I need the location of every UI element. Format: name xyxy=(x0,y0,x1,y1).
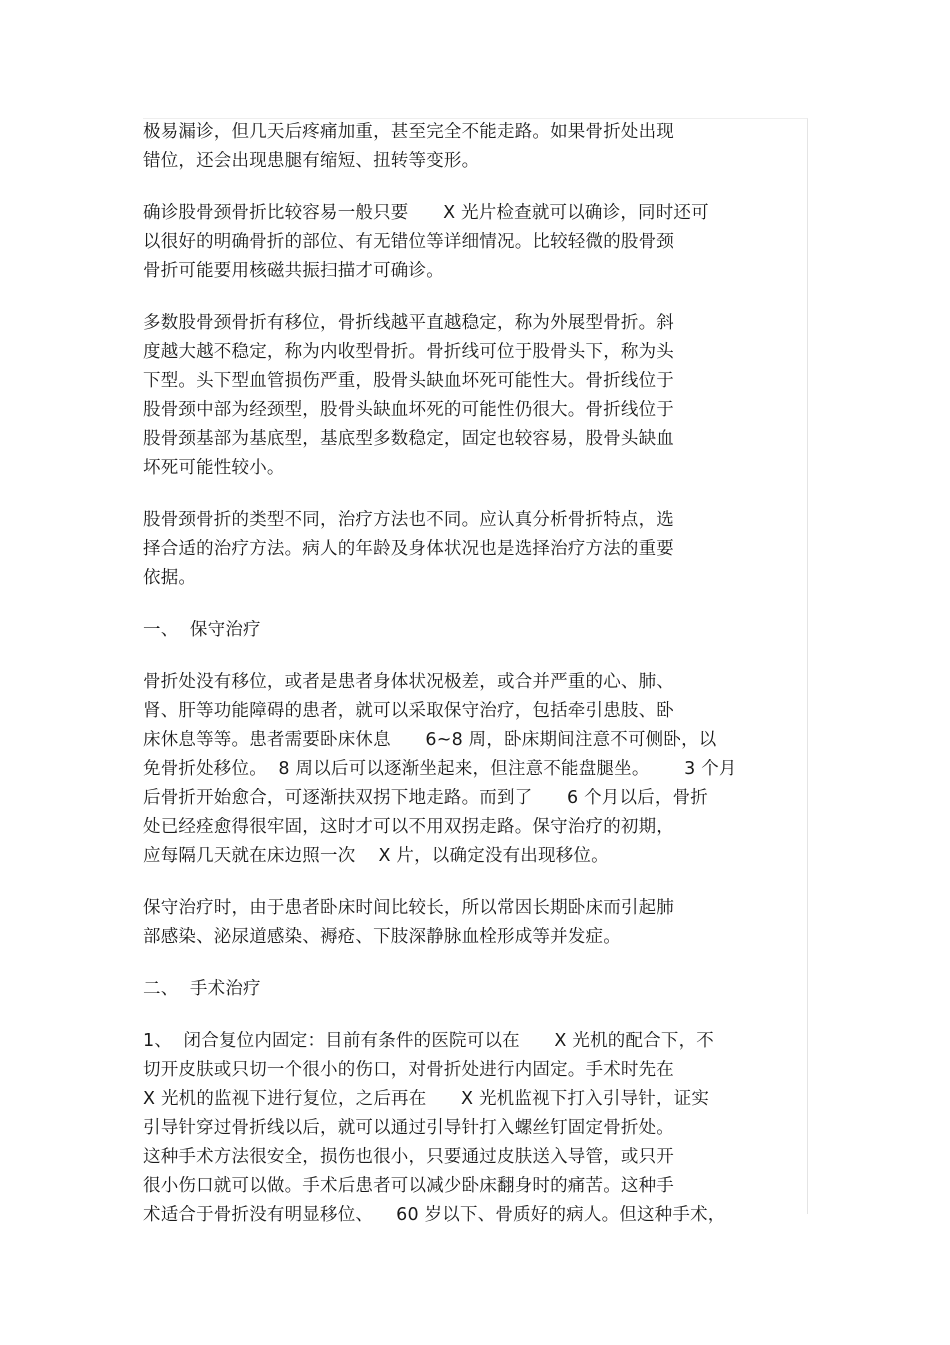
text-line: 应每隔几天就在床边照一次 X 片，以确定没有出现移位。 xyxy=(143,846,609,866)
text-line: X 光机的监视下进行复位，之后再在 X 光机监视下打入引导针，证实 xyxy=(143,1089,710,1109)
text-line: 坏死可能性较小。 xyxy=(143,458,285,478)
text-line: 依据。 xyxy=(143,568,197,588)
text-line: 部感染、泌尿道感染、褥疮、下肢深静脉血栓形成等并发症。 xyxy=(143,927,621,947)
paragraph-intro-tail xyxy=(143,118,813,176)
text-line: 下型。头下型血管损伤严重，股骨头缺血坏死可能性大。骨折线位于 xyxy=(143,371,674,391)
paragraph-surgery-detail xyxy=(143,1027,813,1230)
text-line: 股骨颈骨折的类型不同，治疗方法也不同。应认真分析骨折特点，选 xyxy=(143,510,674,530)
text-line: 1、 闭合复位内固定：目前有条件的医院可以在 X 光机的配合下，不 xyxy=(143,1031,714,1051)
section-heading-heading-surgery xyxy=(143,975,813,1004)
text-line: 骨折可能要用核磁共振扫描才可确诊。 xyxy=(143,261,444,281)
text-line: 以很好的明确骨折的部位、有无错位等详细情况。比较轻微的股骨颈 xyxy=(143,232,674,252)
text-line: 多数股骨颈骨折有移位，骨折线越平直越稳定，称为外展型骨折。斜 xyxy=(143,313,674,333)
paragraph-conservative-complications xyxy=(143,894,813,952)
text-line: 二、 手术治疗 xyxy=(143,979,261,999)
text-line: 股骨颈基部为基底型，基底型多数稳定，固定也较容易，股骨头缺血 xyxy=(143,429,674,449)
paragraph-conservative-detail xyxy=(143,668,813,871)
section-heading-heading-conservative xyxy=(143,616,813,645)
text-line: 度越大越不稳定，称为内收型骨折。骨折线可位于股骨头下，称为头 xyxy=(143,342,674,362)
text-line: 极易漏诊，但几天后疼痛加重，甚至完全不能走路。如果骨折处出现 xyxy=(143,122,674,142)
text-line: 这种手术方法很安全，损伤也很小，只要通过皮肤送入导管，或只开 xyxy=(143,1147,674,1167)
text-line: 术适合于骨折没有明显移位、 60 岁以下、骨质好的病人。但这种手术， xyxy=(143,1205,726,1225)
text-line: 很小伤口就可以做。手术后患者可以减少卧床翻身时的痛苦。这种手 xyxy=(143,1176,674,1196)
text-line: 确诊股骨颈骨折比较容易一般只要 X 光片检查就可以确诊，同时还可 xyxy=(143,203,709,223)
text-line: 保守治疗时，由于患者卧床时间比较长，所以常因长期卧床而引起肺 xyxy=(143,898,674,918)
paragraph-classification xyxy=(143,309,813,483)
text-line: 肾、肝等功能障碍的患者，就可以采取保守治疗，包括牵引患肢、卧 xyxy=(143,701,674,721)
text-line: 后骨折开始愈合，可逐渐扶双拐下地走路。而到了 6 个月以后，骨折 xyxy=(143,788,708,808)
document-body xyxy=(143,118,813,1253)
text-line: 一、 保守治疗 xyxy=(143,620,261,640)
paragraph-diagnosis xyxy=(143,199,813,286)
text-line: 引导针穿过骨折线以后，就可以通过引导针打入螺丝钉固定骨折处。 xyxy=(143,1118,674,1138)
text-line: 免骨折处移位。 8 周以后可以逐渐坐起来，但注意不能盘腿坐。 3 个月 xyxy=(143,759,737,779)
text-line: 切开皮肤或只切一个很小的伤口，对骨折处进行内固定。手术时先在 xyxy=(143,1060,674,1080)
text-line: 床休息等等。患者需要卧床休息 6~8 周，卧床期间注意不可侧卧，以 xyxy=(143,730,717,750)
text-line: 处已经痊愈得很牢固，这时才可以不用双拐走路。保守治疗的初期， xyxy=(143,817,674,837)
paragraph-treatment-choice xyxy=(143,506,813,593)
text-line: 择合适的治疗方法。病人的年龄及身体状况也是选择治疗方法的重要 xyxy=(143,539,674,559)
text-line: 骨折处没有移位，或者是患者身体状况极差，或合并严重的心、肺、 xyxy=(143,672,674,692)
text-line: 股骨颈中部为经颈型，股骨头缺血坏死的可能性仍很大。骨折线位于 xyxy=(143,400,674,420)
text-line: 错位，还会出现患腿有缩短、扭转等变形。 xyxy=(143,151,480,171)
